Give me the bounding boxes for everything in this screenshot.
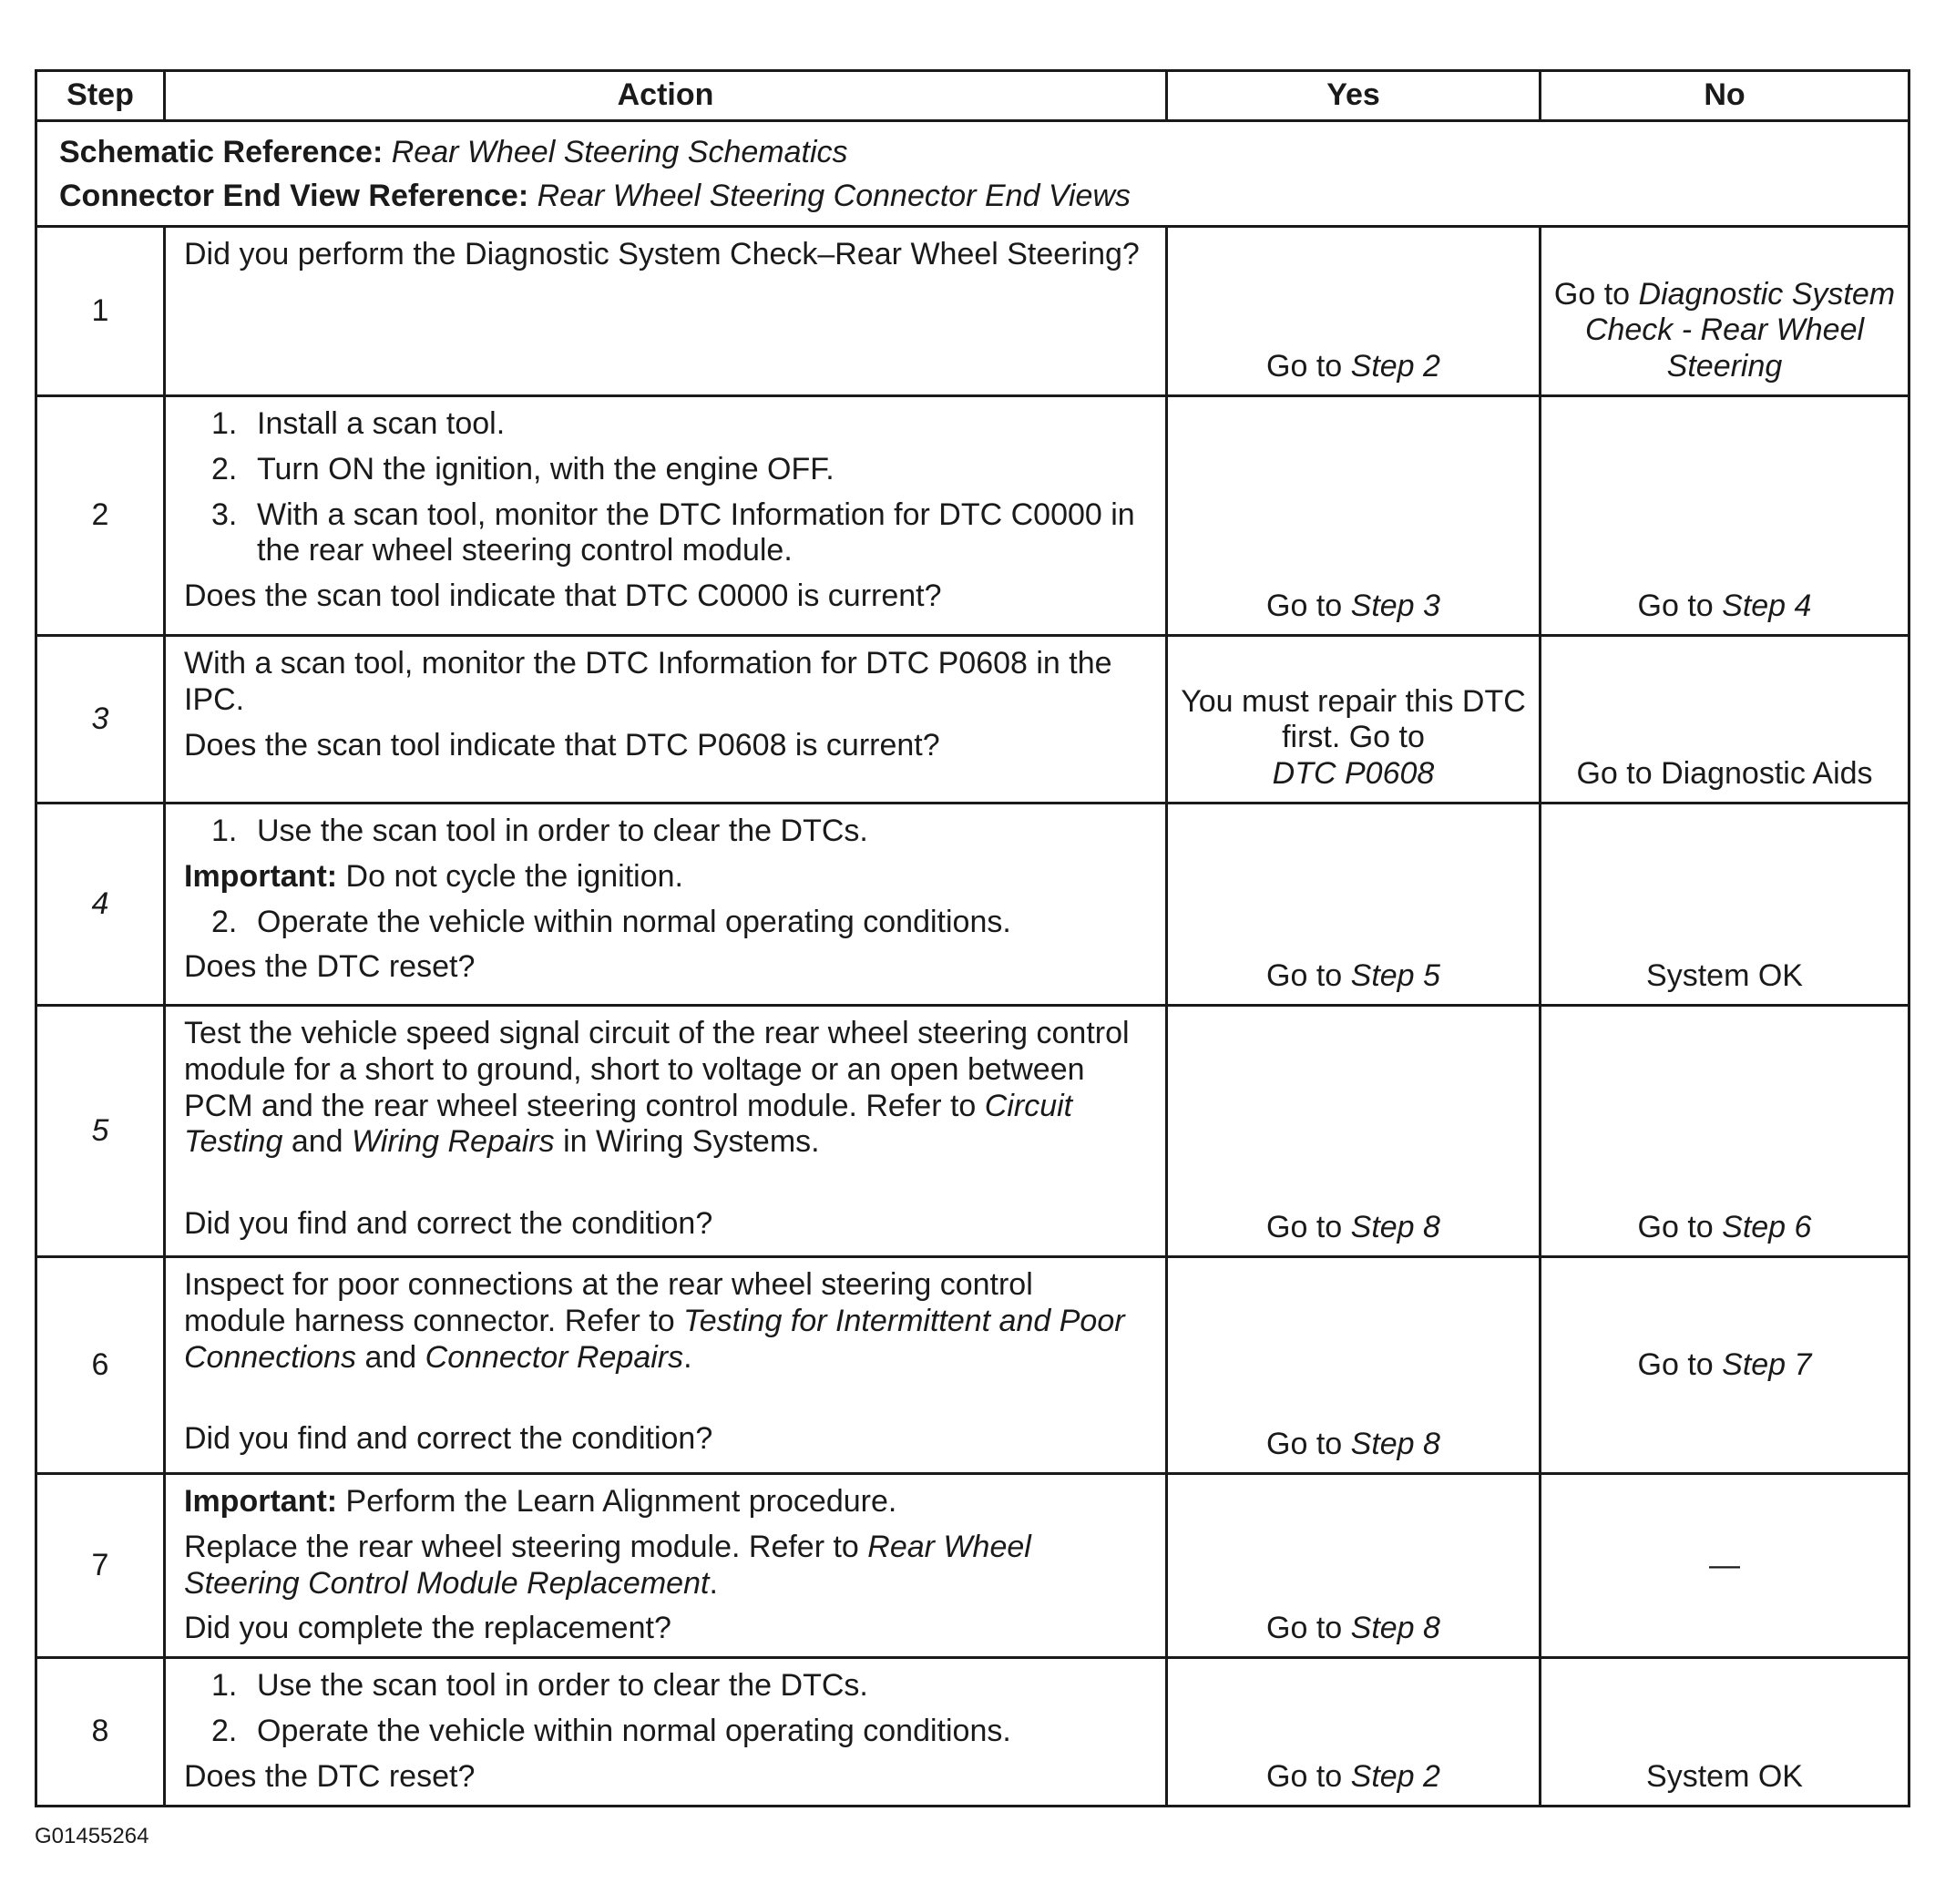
list-item <box>211 1668 1142 1704</box>
list-item-number: 2. <box>211 904 238 939</box>
yes-link[interactable]: Step 8 <box>1350 1210 1440 1245</box>
important-note <box>184 1484 1142 1520</box>
yes-cell <box>1167 1658 1541 1807</box>
connector-reference-link[interactable]: Rear Wheel Steering Connector End Views <box>537 178 1131 213</box>
action-text: With a scan tool, monitor the DTC Information for DTC P0608 in the IPC. <box>184 646 1112 717</box>
no-prefix: Go to <box>1553 276 1639 312</box>
table-row-step-8 <box>36 1658 1909 1807</box>
no-prefix: Go to <box>1637 1210 1723 1245</box>
figure-code: G01455264 <box>35 1824 149 1848</box>
yes-link[interactable]: DTC P0608 <box>1272 756 1435 792</box>
action-text <box>184 1530 1142 1602</box>
action-text-part: Inspect for poor connections at the rear wheel steering control module harness connector. Refer to <box>184 1267 1033 1338</box>
table-row-step-5 <box>36 1006 1909 1257</box>
table-row-step-6 <box>36 1257 1909 1474</box>
table-row-step-4 <box>36 804 1909 1006</box>
circuit-testing-link[interactable]: Circuit Testing <box>184 1088 1073 1160</box>
action-text-part: . <box>709 1565 718 1601</box>
spacer <box>184 1385 1142 1421</box>
yes-cell <box>1167 636 1541 804</box>
yes-link[interactable]: Step 2 <box>1350 1759 1440 1795</box>
list-item <box>211 406 1142 443</box>
no-cell <box>1541 1257 1909 1474</box>
no-cell <box>1541 1006 1909 1257</box>
no-result: — <box>1709 1547 1740 1582</box>
list-item-number: 3. <box>211 496 238 532</box>
action-cell <box>165 1006 1167 1257</box>
no-cell <box>1541 1474 1909 1658</box>
action-text-part: . <box>683 1339 692 1375</box>
connector-repairs-link[interactable]: Connector Repairs <box>425 1339 684 1375</box>
table-row-step-7 <box>36 1474 1909 1658</box>
yes-prefix: Go to <box>1266 589 1351 624</box>
yes-cell <box>1167 1474 1541 1658</box>
step-number: 8 <box>36 1658 165 1807</box>
action-list <box>184 406 1142 569</box>
list-item-number: 1. <box>211 406 238 441</box>
table-header-row <box>36 71 1909 121</box>
important-label: Important: <box>184 1484 338 1519</box>
list-item-number: 2. <box>211 1713 238 1748</box>
action-list <box>184 1668 1142 1750</box>
yes-prefix: Go to <box>1266 1210 1351 1245</box>
no-cell <box>1541 227 1909 396</box>
no-result: System OK <box>1646 958 1803 994</box>
table-row-step-3 <box>36 636 1909 804</box>
yes-prefix: Go to <box>1266 1427 1351 1462</box>
action-text-part: Test the vehicle speed signal circuit of the rear wheel steering control module for a short to ground, short to voltage or an open between PCM and the rear wheel steering control module. Refer to <box>184 1016 1130 1123</box>
action-question: Does the DTC reset? <box>184 949 476 985</box>
action-list <box>184 905 1142 941</box>
list-item-number: 1. <box>211 814 238 848</box>
yes-link[interactable]: Step 3 <box>1350 589 1440 624</box>
list-item <box>211 1714 1142 1750</box>
action-text-part: in Wiring Systems. <box>554 1124 820 1160</box>
list-item <box>211 497 1142 570</box>
reference-row <box>36 121 1909 227</box>
list-item <box>211 452 1142 488</box>
list-item-text: Install a scan tool. <box>257 406 506 441</box>
action-cell <box>165 1474 1167 1658</box>
no-cell <box>1541 804 1909 1006</box>
yes-link[interactable]: Step 2 <box>1350 349 1440 384</box>
action-cell <box>165 804 1167 1006</box>
yes-cell <box>1167 1006 1541 1257</box>
no-cell <box>1541 636 1909 804</box>
action-cell <box>165 1257 1167 1474</box>
no-prefix: Go to <box>1637 589 1723 624</box>
no-result: System OK <box>1646 1759 1803 1795</box>
yes-cell <box>1167 1257 1541 1474</box>
no-cell <box>1541 396 1909 636</box>
list-item-number: 1. <box>211 1668 238 1704</box>
step-number: 1 <box>36 227 165 396</box>
list-item-text: With a scan tool, monitor the DTC Information for DTC C0000 in the rear wheel steering control module. <box>257 496 1135 568</box>
action-question: Did you complete the replacement? <box>184 1611 671 1646</box>
spacer <box>184 1170 1142 1206</box>
header-no: No <box>1541 71 1909 121</box>
action-question: Did you find and correct the condition? <box>184 1206 713 1242</box>
action-text <box>184 1016 1142 1161</box>
list-item-number: 2. <box>211 451 238 486</box>
action-cell <box>165 227 1167 396</box>
action-cell <box>165 1658 1167 1807</box>
yes-cell <box>1167 396 1541 636</box>
important-text: Perform the Learn Alignment procedure. <box>337 1484 897 1519</box>
testing-intermittent-link[interactable]: Testing for Intermittent and Poor Connections <box>184 1303 1125 1375</box>
action-text-part: and <box>356 1339 425 1375</box>
action-question: Does the scan tool indicate that DTC C0000 is current? <box>184 578 942 614</box>
action-question: Does the scan tool indicate that DTC P0608 is current? <box>184 727 940 763</box>
step-number: 7 <box>36 1474 165 1658</box>
table-row-step-2 <box>36 396 1909 636</box>
connector-reference <box>59 179 1888 215</box>
yes-prefix: Go to <box>1266 958 1351 994</box>
step-number: 6 <box>36 1257 165 1474</box>
step-number: 3 <box>36 636 165 804</box>
header-action: Action <box>165 71 1167 121</box>
action-cell <box>165 396 1167 636</box>
action-question: Did you find and correct the condition? <box>184 1421 713 1457</box>
list-item <box>211 814 1142 850</box>
header-yes: Yes <box>1167 71 1541 121</box>
list-item-text: Use the scan tool in order to clear the DTCs. <box>257 814 868 848</box>
list-item-text: Operate the vehicle within normal operating conditions. <box>257 904 1011 939</box>
yes-link[interactable]: Step 5 <box>1350 958 1440 994</box>
list-item <box>211 905 1142 941</box>
action-text <box>184 1267 1142 1376</box>
important-label: Important: <box>184 858 338 894</box>
step-number: 4 <box>36 804 165 1006</box>
action-cell <box>165 636 1167 804</box>
step-number: 2 <box>36 396 165 636</box>
schematic-reference-label: Schematic Reference: <box>59 134 384 169</box>
no-link[interactable]: Diagnostic System Check - Rear Wheel Steering <box>1584 276 1896 384</box>
diagnostic-table-sheet <box>35 69 1908 1807</box>
list-item-text: Turn ON the ignition, with the engine OFF. <box>257 451 834 486</box>
important-note <box>184 859 1142 896</box>
wiring-repairs-link[interactable]: Wiring Repairs <box>352 1124 555 1160</box>
schematic-reference-link[interactable]: Rear Wheel Steering Schematics <box>391 134 848 169</box>
action-text-part: and <box>282 1124 352 1160</box>
yes-text: You must repair this DTC first. Go to <box>1181 683 1526 755</box>
yes-prefix: Go to <box>1266 1759 1351 1795</box>
table-row-step-1 <box>36 227 1909 396</box>
yes-cell <box>1167 227 1541 396</box>
list-item-text: Operate the vehicle within normal operating conditions. <box>257 1713 1011 1748</box>
no-link[interactable]: Step 4 <box>1722 589 1812 624</box>
yes-prefix: Go to <box>1266 1611 1351 1646</box>
header-step: Step <box>36 71 165 121</box>
action-text-part: Replace the rear wheel steering module. Refer to <box>184 1529 868 1564</box>
important-text: Do not cycle the ignition. <box>337 858 683 894</box>
yes-prefix: Go to <box>1266 349 1351 384</box>
action-text: Did you perform the Diagnostic System Check–Rear Wheel Steering? <box>184 237 1140 271</box>
yes-link[interactable]: Step 8 <box>1350 1611 1440 1646</box>
no-cell <box>1541 1658 1909 1807</box>
step-number: 5 <box>36 1006 165 1257</box>
no-link[interactable]: Step 6 <box>1722 1210 1812 1245</box>
yes-cell <box>1167 804 1541 1006</box>
list-item-text: Use the scan tool in order to clear the DTCs. <box>257 1668 868 1704</box>
connector-reference-label: Connector End View Reference: <box>59 178 529 213</box>
action-list <box>184 814 1142 850</box>
yes-link[interactable]: Step 8 <box>1350 1427 1440 1462</box>
action-question: Does the DTC reset? <box>184 1758 476 1794</box>
no-link[interactable]: Step 7 <box>1722 1346 1812 1382</box>
reference-cell <box>36 121 1909 227</box>
module-replacement-link[interactable]: Rear Wheel Steering Control Module Replacement <box>184 1529 1031 1601</box>
no-prefix: Go to <box>1637 1346 1723 1382</box>
schematic-reference <box>59 135 1888 171</box>
diagnostic-table <box>35 69 1910 1807</box>
no-link[interactable]: Go to Diagnostic Aids <box>1576 756 1873 792</box>
